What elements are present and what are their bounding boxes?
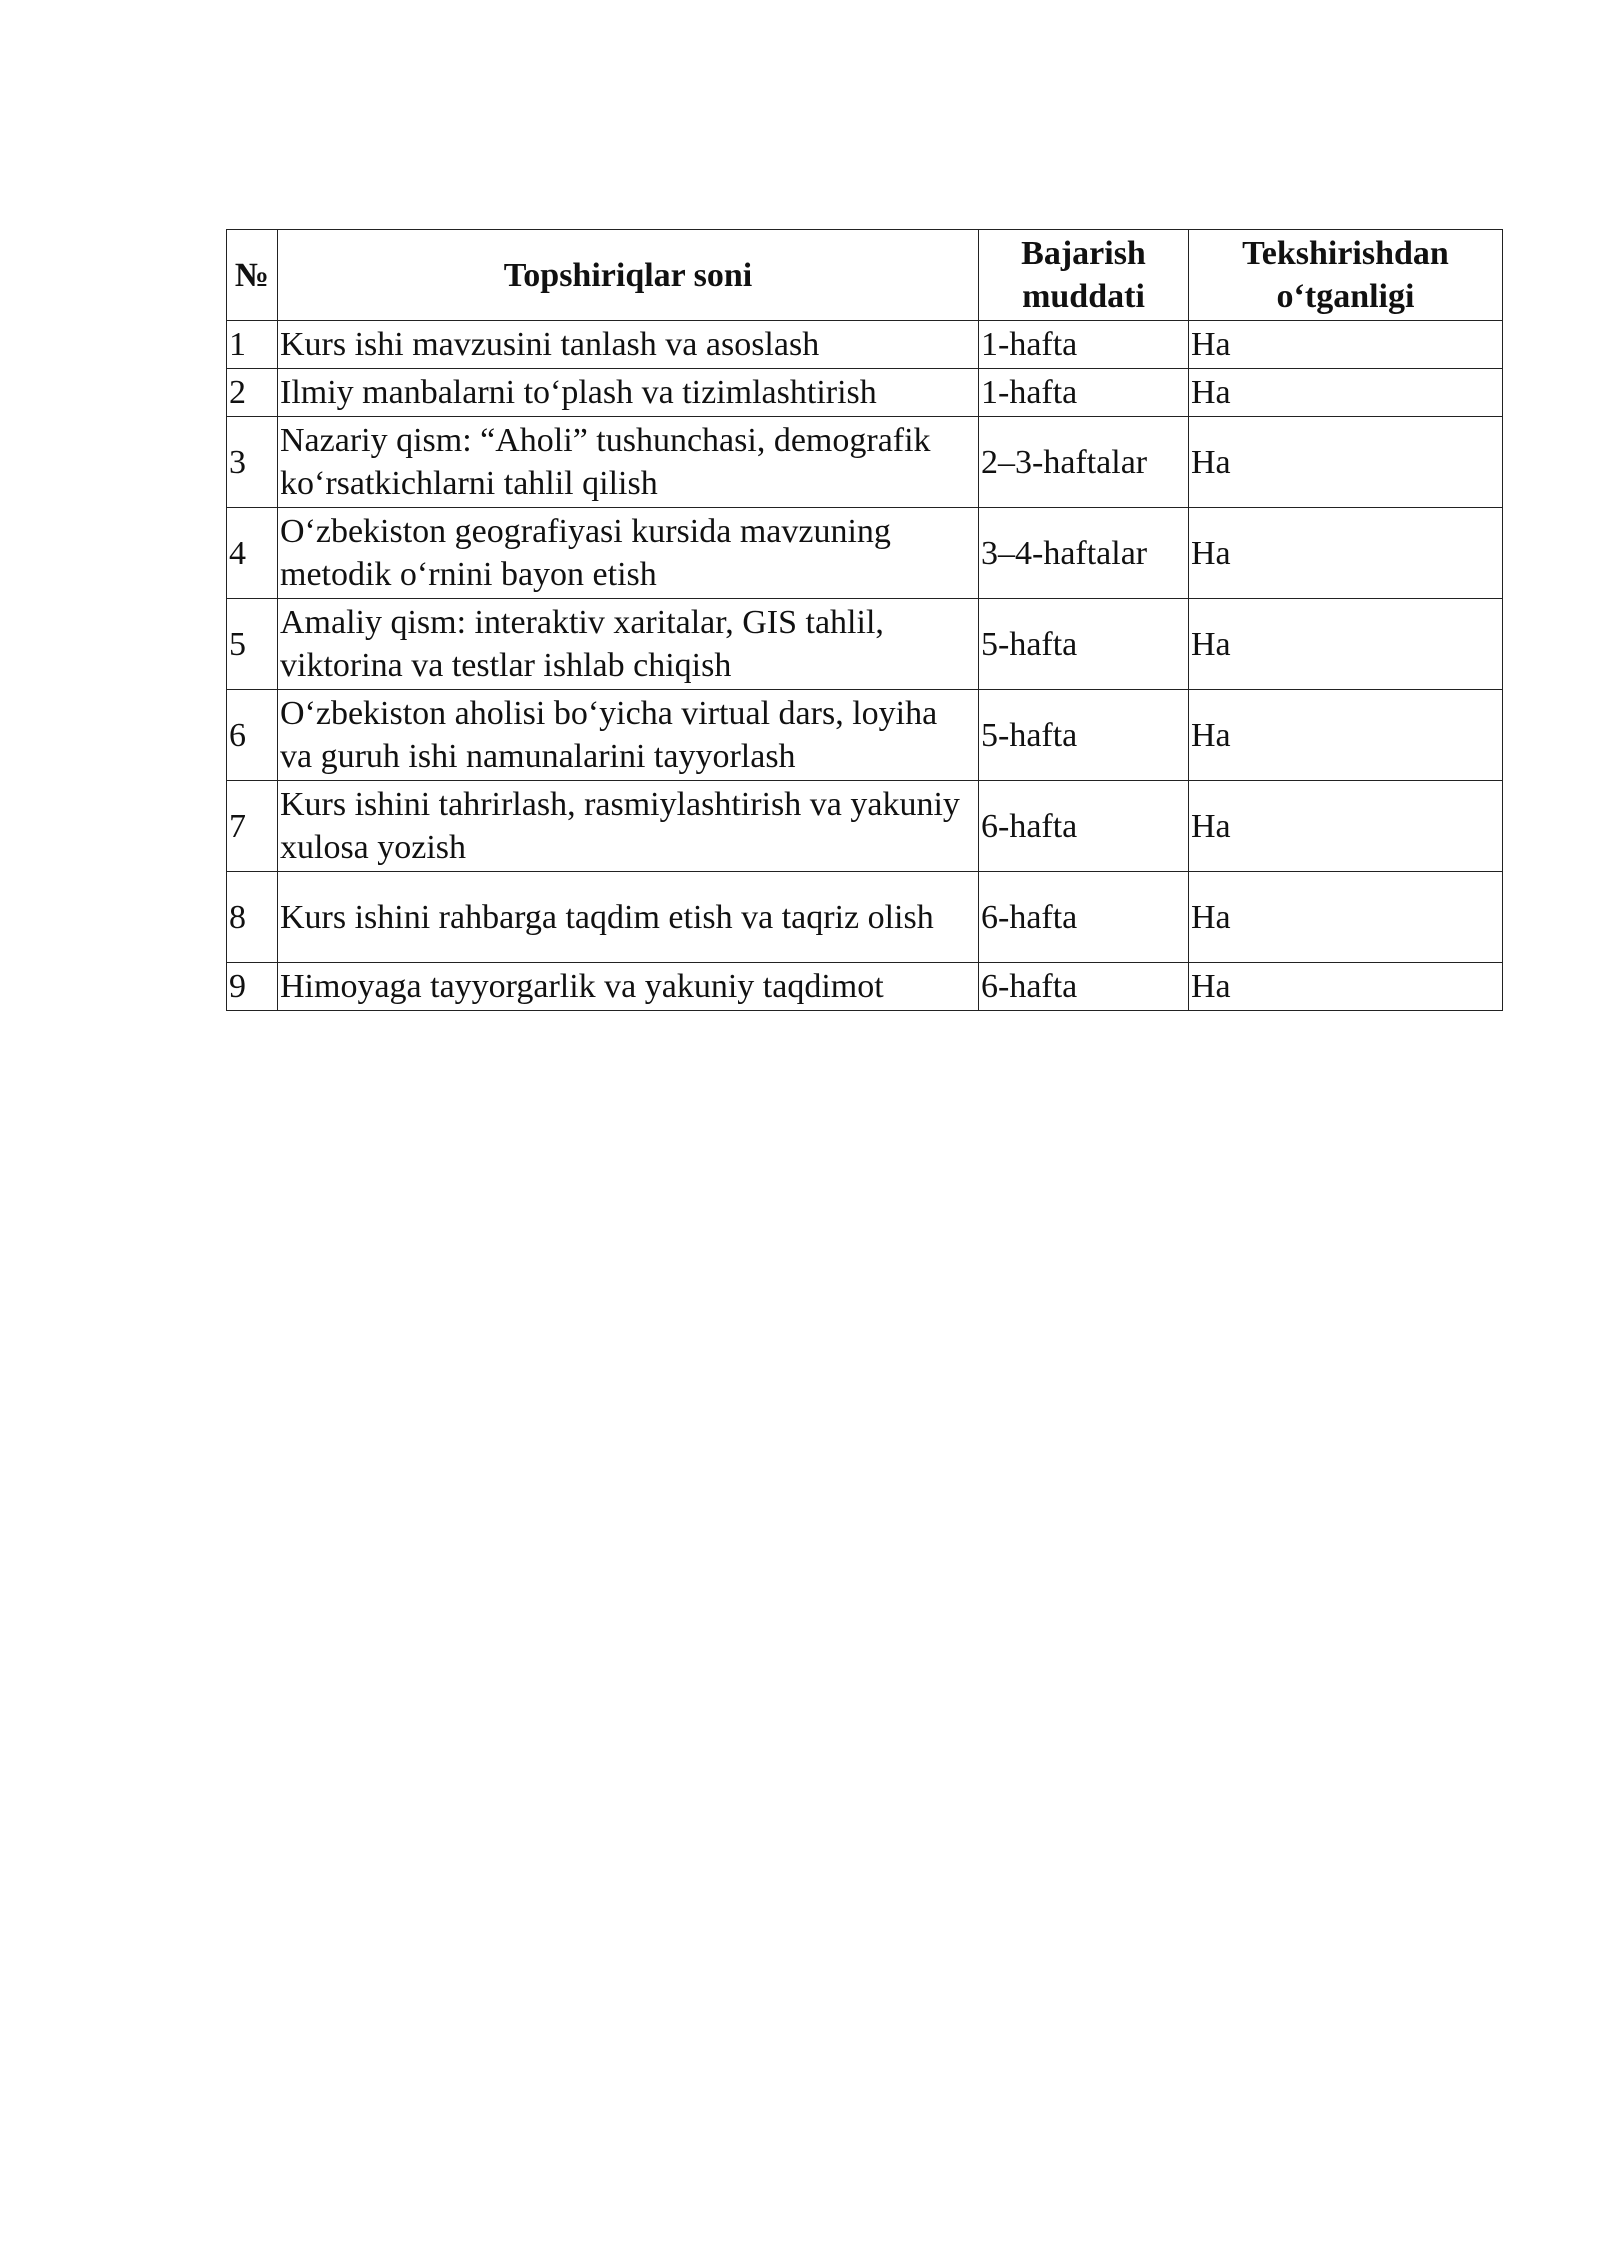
row-checked: Ha [1189, 369, 1503, 417]
row-checked: Ha [1189, 321, 1503, 369]
table-row [227, 321, 1503, 369]
row-checked: Ha [1189, 508, 1503, 599]
table-header-row [227, 230, 1503, 321]
row-deadline: 6-hafta [979, 781, 1189, 872]
row-number: 2 [227, 369, 278, 417]
header-checked: Tekshirishdan o‘tganligi [1189, 230, 1503, 321]
row-task: Amaliy qism: interaktiv xaritalar, GIS tahlil, viktorina va testlar ishlab chiqish [278, 599, 979, 690]
row-number: 8 [227, 872, 278, 963]
header-number: № [227, 230, 278, 321]
row-deadline: 6-hafta [979, 872, 1189, 963]
task-schedule-table [226, 229, 1503, 1011]
row-task: O‘zbekiston aholisi bo‘yicha virtual dars, loyiha va guruh ishi namunalarini tayyorlash [278, 690, 979, 781]
row-number: 1 [227, 321, 278, 369]
row-checked: Ha [1189, 599, 1503, 690]
table-row [227, 599, 1503, 690]
row-task: Kurs ishini rahbarga taqdim etish va taqriz olish [278, 872, 979, 963]
row-deadline: 6-hafta [979, 963, 1189, 1011]
table-row [227, 872, 1503, 963]
row-task: Nazariy qism: “Aholi” tushunchasi, demografik ko‘rsatkichlarni tahlil qilish [278, 417, 979, 508]
row-checked: Ha [1189, 963, 1503, 1011]
table-row [227, 369, 1503, 417]
table-row [227, 417, 1503, 508]
row-number: 9 [227, 963, 278, 1011]
row-checked: Ha [1189, 872, 1503, 963]
row-deadline: 1-hafta [979, 369, 1189, 417]
row-deadline: 1-hafta [979, 321, 1189, 369]
row-number: 6 [227, 690, 278, 781]
row-task: Himoyaga tayyorgarlik va yakuniy taqdimot [278, 963, 979, 1011]
row-number: 7 [227, 781, 278, 872]
table-row [227, 963, 1503, 1011]
table-row [227, 690, 1503, 781]
header-tasks: Topshiriqlar soni [278, 230, 979, 321]
row-deadline: 5-hafta [979, 599, 1189, 690]
row-checked: Ha [1189, 781, 1503, 872]
table-row [227, 508, 1503, 599]
row-task: Kurs ishini tahrirlash, rasmiylashtirish va yakuniy xulosa yozish [278, 781, 979, 872]
row-task: Kurs ishi mavzusini tanlash va asoslash [278, 321, 979, 369]
row-deadline: 5-hafta [979, 690, 1189, 781]
row-number: 3 [227, 417, 278, 508]
row-task: Ilmiy manbalarni to‘plash va tizimlashtirish [278, 369, 979, 417]
row-deadline: 3–4-haftalar [979, 508, 1189, 599]
header-deadline: Bajarish muddati [979, 230, 1189, 321]
row-number: 4 [227, 508, 278, 599]
row-task: O‘zbekiston geografiyasi kursida mavzuning metodik o‘rnini bayon etish [278, 508, 979, 599]
row-number: 5 [227, 599, 278, 690]
row-checked: Ha [1189, 690, 1503, 781]
row-checked: Ha [1189, 417, 1503, 508]
table-row [227, 781, 1503, 872]
row-deadline: 2–3-haftalar [979, 417, 1189, 508]
